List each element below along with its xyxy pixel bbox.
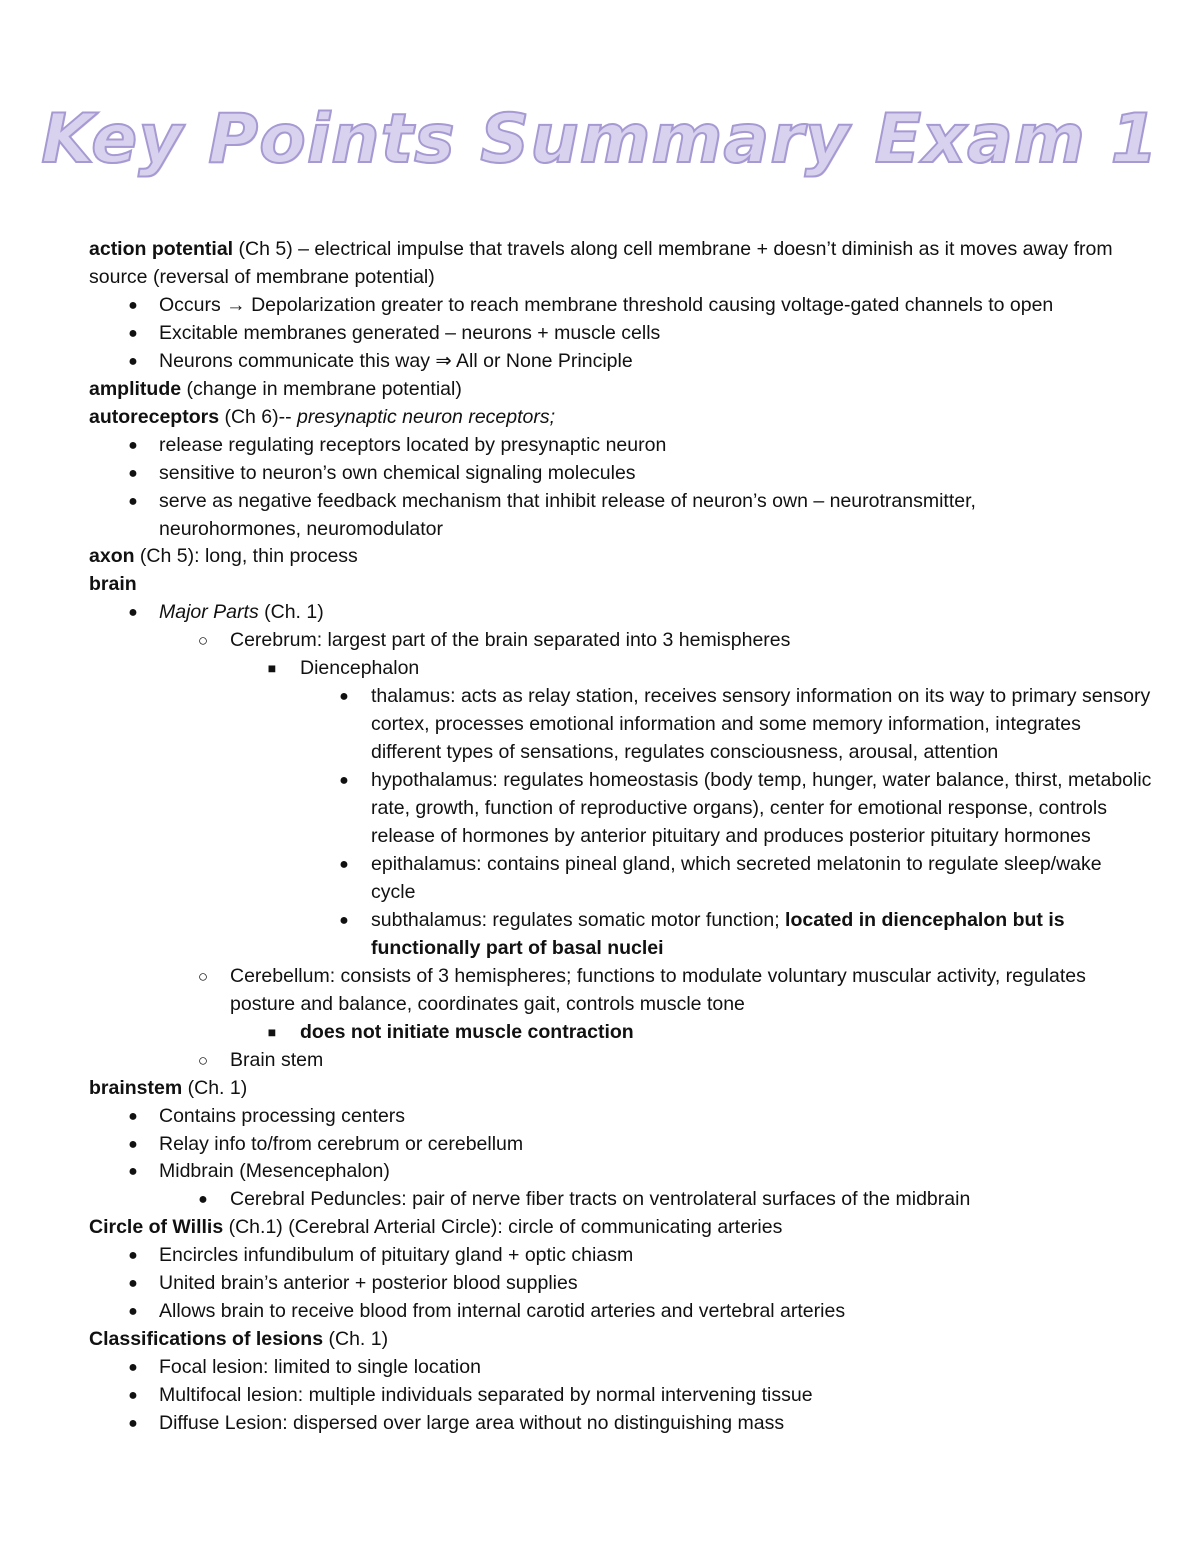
- list-item: [89, 1354, 1159, 1382]
- page-title: Key Points Summary Exam 1: [41, 100, 1159, 179]
- list-item-text: Occurs → Depolarization greater to reach membrane threshold causing voltage-gated channels to open: [159, 293, 1054, 316]
- term-axon: [89, 543, 1159, 571]
- list-item-text: does not initiate muscle contraction: [300, 1020, 634, 1043]
- disc-bullet-icon: ●: [128, 492, 138, 510]
- term-definition: (Ch.1) (Cerebral Arterial Circle): circle of communicating arteries: [223, 1216, 783, 1239]
- list-item-text: Excitable membranes generated – neurons + muscle cells: [159, 321, 661, 344]
- list-item: [89, 1298, 1159, 1326]
- list-item: [89, 1242, 1159, 1270]
- disc-bullet-icon: ●: [198, 1191, 208, 1209]
- list-item: [89, 683, 1151, 767]
- list-item-text: epithalamus: contains pineal gland, which secreted melatonin to regulate sleep/wake cycle: [371, 852, 1102, 903]
- disc-bullet-icon: ●: [128, 1275, 138, 1293]
- list-item: [89, 460, 1159, 488]
- term-autoreceptors: [89, 404, 1159, 432]
- circle-bullet-icon: ○: [197, 631, 209, 651]
- list-item-text: Diencephalon: [300, 657, 420, 680]
- term-classifications-of-lesions: [89, 1326, 1159, 1354]
- square-bullet-icon: ■: [267, 1023, 277, 1040]
- list-item-text: thalamus: acts as relay station, receives sensory information on its way to primary sensory cortex, processes emotional information and some memory information, integrates different types of sensations, regulates consciousness, arousal, attention: [371, 685, 1151, 764]
- list-item: [89, 851, 1131, 907]
- disc-bullet-icon: ●: [128, 464, 138, 482]
- list-item: [89, 1270, 1159, 1298]
- list-item-text: sensitive to neuron’s own chemical signaling molecules: [159, 461, 636, 484]
- list-item: [89, 627, 1159, 655]
- term-definition: (Ch 5) – electrical impulse that travels along cell membrane + doesn’t diminish as it moves away from source (reversal of membrane potential): [89, 238, 1113, 288]
- disc-bullet-icon: ●: [339, 855, 349, 873]
- term-label: brainstem: [89, 1076, 183, 1099]
- list-item: [89, 432, 1159, 460]
- list-item-text: Cerebrum: largest part of the brain separated into 3 hemispheres: [230, 629, 791, 652]
- list-item: [89, 320, 1159, 348]
- term-brain: [89, 571, 1159, 599]
- list-item-text: release regulating receptors located by presynaptic neuron: [159, 433, 667, 456]
- disc-bullet-icon: ●: [128, 1247, 138, 1265]
- term-brainstem: [89, 1075, 1159, 1103]
- term-amplitude: [89, 376, 1159, 404]
- disc-bullet-icon: ●: [339, 772, 349, 790]
- term-label: Classifications of lesions: [89, 1328, 324, 1351]
- list-item: [89, 767, 1161, 851]
- term-definition: (Ch. 1): [182, 1076, 248, 1099]
- list-item-text: serve as negative feedback mechanism that inhibit release of neuron’s own – neurotransmitter, neurohormones, neuromodulator: [159, 489, 976, 540]
- list-item-text: United brain’s anterior + posterior blood supplies: [159, 1272, 578, 1295]
- list-item: [89, 1103, 1159, 1131]
- term-label: brain: [89, 573, 137, 596]
- term-definition: (change in membrane potential): [181, 377, 462, 400]
- disc-bullet-icon: ●: [128, 436, 138, 454]
- disc-bullet-icon: ●: [128, 1359, 138, 1377]
- term-definition-italic: presynaptic neuron receptors;: [297, 405, 556, 428]
- disc-bullet-icon: ●: [128, 1135, 138, 1153]
- list-item: [89, 599, 1159, 627]
- list-item-text: Relay info to/from cerebrum or cerebellum: [159, 1132, 524, 1155]
- list-item: [89, 1158, 1159, 1186]
- list-item: [89, 488, 1079, 544]
- list-item-text: subthalamus: regulates somatic motor function;: [371, 908, 786, 931]
- term-definition: (Ch 5): long, thin process: [134, 545, 358, 568]
- list-item-text: Neurons communicate this way ⇒ All or None Principle: [159, 349, 633, 372]
- list-item-text: Focal lesion: limited to single location: [159, 1356, 481, 1379]
- list-item-text: hypothalamus: regulates homeostasis (body temp, hunger, water balance, thirst, metabolic rate, growth, function of reproductive organs), center for emotional response, controls release of hormones by anterior pituitary and produces posterior pituitary hormones: [371, 769, 1152, 848]
- disc-bullet-icon: ●: [339, 688, 349, 706]
- disc-bullet-icon: ●: [128, 296, 138, 314]
- term-label: action potential: [89, 238, 234, 260]
- disc-bullet-icon: ●: [339, 911, 349, 929]
- list-item: [89, 963, 1100, 1019]
- list-item-text: Midbrain (Mesencephalon): [159, 1160, 390, 1183]
- list-item-text: Multifocal lesion: multiple individuals separated by normal intervening tissue: [159, 1384, 813, 1407]
- list-item-text: Diffuse Lesion: dispersed over large area without no distinguishing mass: [159, 1412, 785, 1435]
- list-item-text: Cerebral Peduncles: pair of nerve fiber tracts on ventrolateral surfaces of the midbrain: [230, 1188, 971, 1211]
- square-bullet-icon: ■: [267, 660, 277, 677]
- disc-bullet-icon: ●: [128, 1107, 138, 1125]
- disc-bullet-icon: ●: [128, 324, 138, 342]
- term-definition: (Ch 6)--: [219, 405, 298, 428]
- list-item: [89, 655, 1159, 683]
- term-label: Circle of Willis: [89, 1216, 224, 1239]
- term-action-potential: [89, 236, 1119, 292]
- disc-bullet-icon: ●: [128, 1163, 138, 1181]
- disc-bullet-icon: ●: [128, 604, 138, 622]
- notes-body: [89, 236, 1159, 1438]
- list-item-text: Encircles infundibulum of pituitary gland + optic chiasm: [159, 1244, 634, 1267]
- term-label: amplitude: [89, 377, 182, 400]
- disc-bullet-icon: ●: [128, 1415, 138, 1433]
- list-item: [89, 292, 1159, 320]
- list-item: [89, 1019, 1159, 1047]
- term-label: axon: [89, 545, 135, 568]
- list-item: [89, 348, 1159, 376]
- list-item-text: Cerebellum: consists of 3 hemispheres; functions to modulate voluntary muscular activity, regulates posture and balance, coordinates gait, controls muscle tone: [230, 964, 1086, 1015]
- list-item-text: Brain stem: [230, 1048, 324, 1071]
- term-label: autoreceptors: [89, 405, 220, 428]
- list-item: [89, 1186, 1159, 1214]
- list-item-text: Contains processing centers: [159, 1104, 406, 1127]
- list-item-text: Allows brain to receive blood from internal carotid arteries and vertebral arteries: [159, 1300, 846, 1323]
- list-item: [89, 1047, 1159, 1075]
- list-item-text-bold: located in diencephalon but is functionally part of basal nuclei: [371, 908, 1065, 959]
- disc-bullet-icon: ●: [128, 1303, 138, 1321]
- disc-bullet-icon: ●: [128, 1387, 138, 1405]
- list-item: [89, 907, 1151, 963]
- term-definition: (Ch. 1): [323, 1328, 389, 1351]
- list-item: [89, 1131, 1159, 1159]
- list-item: [89, 1410, 1159, 1438]
- term-circle-of-willis: [89, 1214, 1159, 1242]
- list-item-text: Major Parts: [159, 601, 259, 624]
- list-item: [89, 1382, 1159, 1410]
- circle-bullet-icon: ○: [197, 966, 209, 986]
- disc-bullet-icon: ●: [128, 352, 138, 370]
- circle-bullet-icon: ○: [197, 1050, 209, 1070]
- list-item-text: (Ch. 1): [258, 601, 324, 624]
